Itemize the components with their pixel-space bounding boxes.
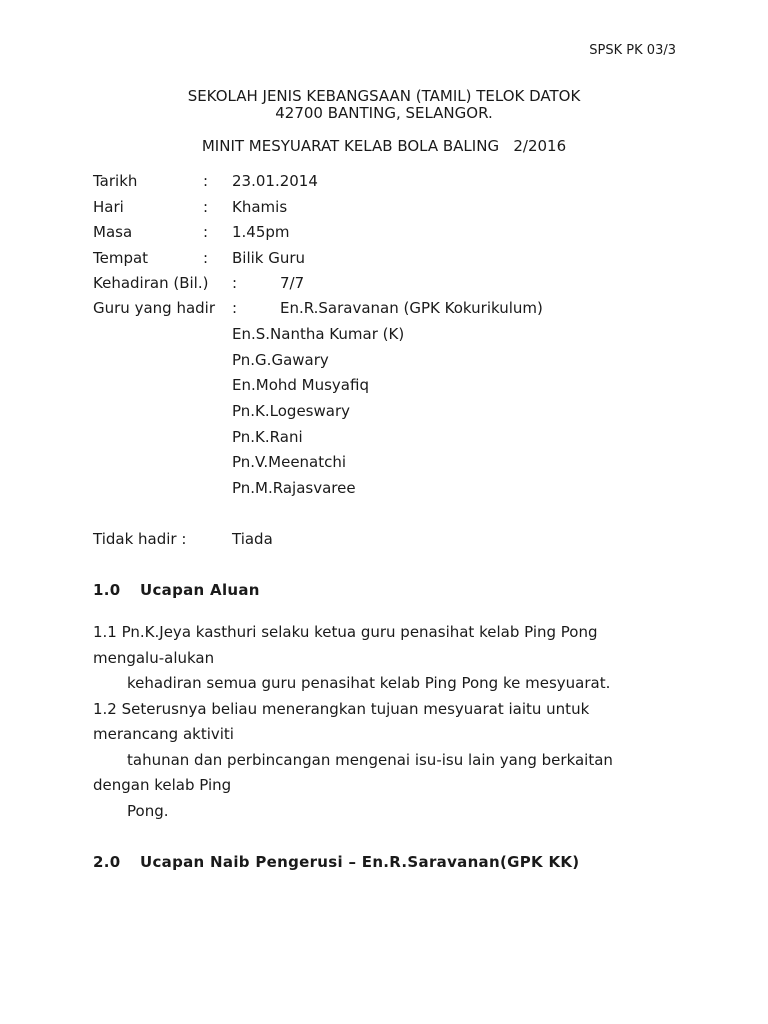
place-value: Bilik Guru (232, 249, 306, 267)
attendance-label: Kehadiran (Bil.) (93, 274, 209, 292)
paragraph-line: tahunan dan perbincangan mengenai isu-isu lain yang berkaitan (127, 751, 613, 769)
date-label: Tarikh (93, 172, 138, 190)
colon: : (203, 198, 209, 216)
day-label: Hari (93, 198, 124, 216)
teacher-name: Pn.K.Logeswary (232, 402, 351, 420)
teacher-name: Pn.V.Meenatchi (232, 453, 347, 471)
section-title: Ucapan Naib Pengerusi – En.R.Saravanan(GPK KK) (140, 853, 580, 871)
paragraph-line: 1.2 Seterusnya beliau menerangkan tujuan mesyuarat iaitu untuk (93, 700, 590, 718)
teachers-label: Guru yang hadir (93, 299, 215, 317)
school-address: 42700 BANTING, SELANGOR. (275, 104, 493, 122)
time-label: Masa (93, 223, 133, 241)
teacher-name: En.S.Nantha Kumar (K) (232, 325, 405, 343)
section-heading (93, 581, 260, 599)
colon: : (232, 274, 238, 292)
paragraph-line: kehadiran semua guru penasihat kelab Ping Pong ke mesyuarat. (127, 674, 611, 692)
document-code: SPSK PK 03/3 (589, 43, 676, 58)
colon: : (203, 249, 209, 267)
date-value: 23.01.2014 (232, 172, 318, 190)
section-heading (93, 853, 579, 871)
school-name: SEKOLAH JENIS KEBANGSAAN (TAMIL) TELOK DATOK (187, 87, 581, 105)
teacher-name: Pn.K.Rani (232, 428, 303, 446)
place-label: Tempat (93, 249, 149, 267)
teacher-name: Pn.G.Gawary (232, 351, 329, 369)
absent-value: Tiada (232, 530, 273, 548)
teacher-name: En.Mohd Musyafiq (232, 376, 369, 394)
paragraph-line: mengalu-alukan (93, 649, 215, 667)
section-number: 2.0 (93, 853, 121, 871)
teacher-name: Pn.M.Rajasvaree (232, 479, 356, 497)
paragraph-line: dengan kelab Ping (93, 776, 232, 794)
colon: : (232, 299, 238, 317)
time-value: 1.45pm (232, 223, 290, 241)
section-title: Ucapan Aluan (140, 581, 260, 599)
attendance-value: 7/7 (280, 274, 305, 292)
section-number: 1.0 (93, 581, 121, 599)
paragraph-line: Pong. (127, 802, 169, 820)
absent-label: Tidak hadir : (93, 530, 187, 548)
minutes-title: MINIT MESYUARAT KELAB BOLA BALING 2/2016 (201, 137, 567, 155)
paragraph-line: merancang aktiviti (93, 725, 234, 743)
colon: : (203, 223, 209, 241)
colon: : (203, 172, 209, 190)
day-value: Khamis (232, 198, 288, 216)
teacher-name: En.R.Saravanan (GPK Kokurikulum) (280, 299, 543, 317)
paragraph-line: 1.1 Pn.K.Jeya kasthuri selaku ketua guru penasihat kelab Ping Pong (93, 623, 598, 641)
